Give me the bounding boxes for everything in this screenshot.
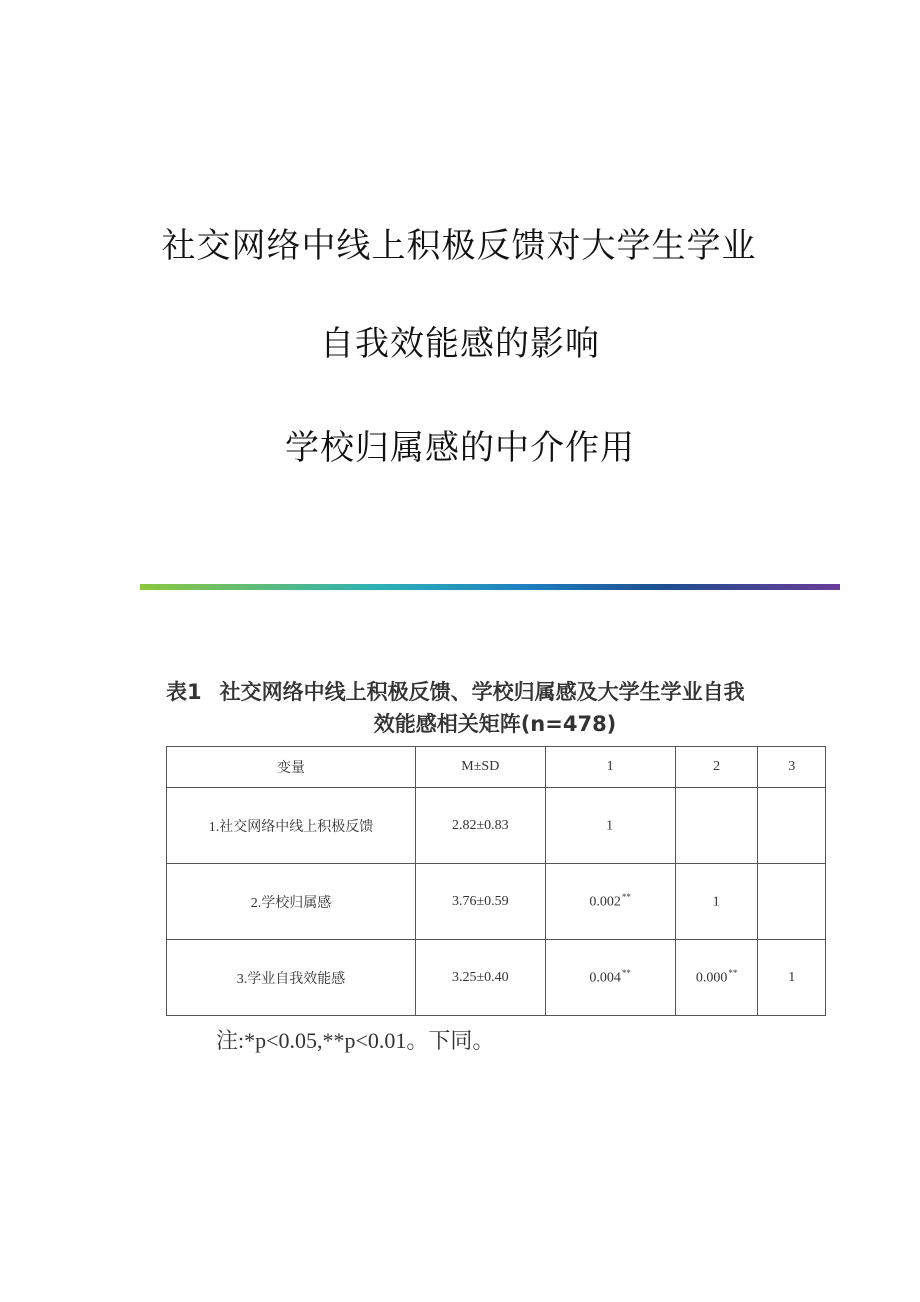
cell-value: 0.000 [695,970,728,986]
title-line-1: 社交网络中线上积极反馈对大学生学业 [161,226,757,266]
cell-variable: 3.学业自我效能感 [167,940,416,1016]
significance-mark: ** [728,968,738,979]
cell-msd: 3.76±0.59 [416,864,545,940]
cell-corr-2 [675,864,758,940]
correlation-matrix-table [166,746,826,1016]
table-caption-label: 表1 [166,680,202,704]
cell-corr-1 [545,788,675,864]
cell-value: 1 [712,894,720,910]
cell-corr-3 [758,788,826,864]
significance-mark: ** [621,892,631,903]
title-line-2: 自我效能感的影响 [320,324,600,364]
table-row [167,788,826,864]
cell-corr-1 [545,940,675,1016]
gradient-divider [140,584,840,590]
header-col-1: 1 [545,747,675,788]
table-header-row [167,747,826,788]
cell-msd: 2.82±0.83 [416,788,545,864]
cell-corr-2 [675,940,758,1016]
cell-variable: 1.社交网络中线上积极反馈 [167,788,416,864]
header-msd: M±SD [416,747,545,788]
cell-corr-1 [545,864,675,940]
table-row [167,940,826,1016]
cell-value: 0.002 [589,894,621,910]
cell-value: 1 [606,818,614,834]
cell-value: 0.004 [589,970,621,986]
subtitle-line: 学校归属感的中介作用 [285,428,635,468]
cell-msd: 3.25±0.40 [416,940,545,1016]
header-col-2: 2 [675,747,758,788]
table-caption-line-2: 效能感相关矩阵(n=478) [373,712,617,736]
header-col-3: 3 [758,747,826,788]
cell-corr-3: 1 [758,940,826,1016]
cell-corr-2 [675,788,758,864]
header-variable: 变量 [167,747,416,788]
table-caption-text: 社交网络中线上积极反馈、学校归属感及大学生学业自我 [219,680,745,704]
table-row [167,864,826,940]
significance-mark: ** [621,968,631,979]
table-note: 注:*p<0.05,**p<0.01。下同。 [216,1028,495,1053]
table-caption-line-1 [166,676,846,706]
cell-corr-3 [758,864,826,940]
cell-variable: 2.学校归属感 [167,864,416,940]
